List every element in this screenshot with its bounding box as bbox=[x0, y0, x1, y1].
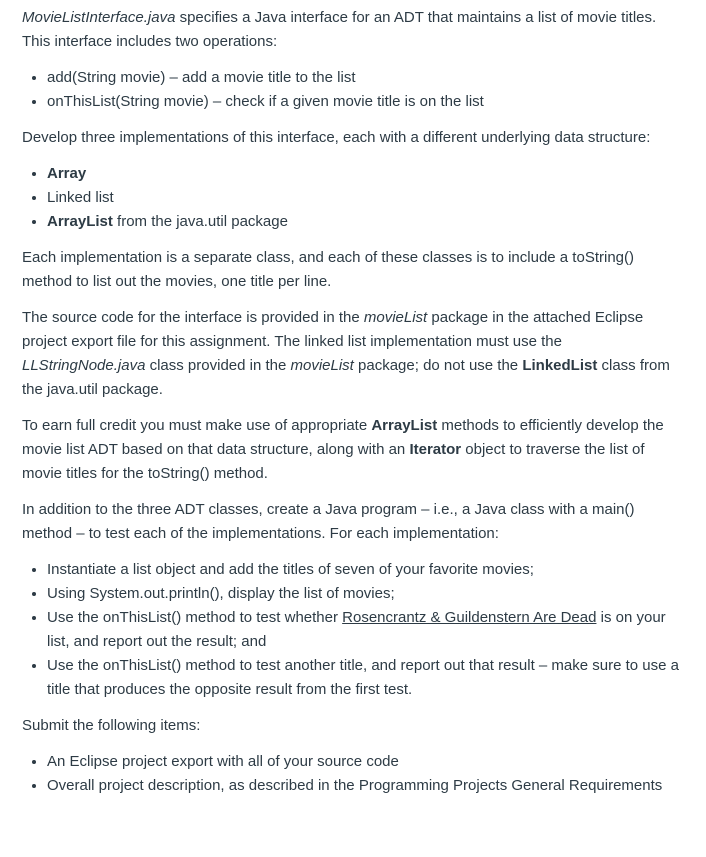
structure-arraylist-rest: from the java.util package bbox=[112, 213, 288, 230]
list-item: • Use the onThisList() method to test another title, and report out that result – make sure to use a title that produces the opposite result from the first test. bbox=[47, 654, 688, 702]
text-run: methods to efficiently develop the movie list ADT based on that data structure, along with an bbox=[22, 417, 664, 458]
arraylist-term: ArrayList bbox=[371, 417, 438, 434]
package-name: movieList bbox=[290, 357, 354, 374]
node-file-name: LLStringNode.java bbox=[22, 357, 146, 374]
list-item: • An Eclipse project export with all of your source code bbox=[47, 750, 688, 774]
text-run: package; do not use the bbox=[353, 357, 523, 374]
movie-title-link[interactable]: Rosencrantz & Guildenstern Are Dead bbox=[342, 609, 597, 626]
list-item: • Linked list bbox=[47, 186, 688, 210]
list-item: • Overall project description, as described in the Programming Projects General Requirements bbox=[47, 774, 688, 798]
text-run: class provided in the bbox=[145, 357, 291, 374]
list-item bbox=[47, 162, 688, 186]
operations-list bbox=[22, 66, 688, 114]
addition-paragraph: In addition to the three ADT classes, create a Java program – i.e., a Java class with a main() method – to test each of the implementations. For each implementation: bbox=[22, 501, 635, 542]
iterator-term: Iterator bbox=[409, 441, 462, 458]
list-item: • Instantiate a list object and add the titles of seven of your favorite movies; bbox=[47, 558, 688, 582]
structure-array: Array bbox=[47, 165, 87, 182]
package-name: movieList bbox=[363, 309, 428, 326]
full-credit-paragraph bbox=[22, 414, 688, 486]
text-run: class from the java.util package. bbox=[22, 357, 670, 398]
text-run: The source code for the interface is provided in the bbox=[22, 309, 364, 326]
list-item: • add(String movie) – add a movie title to the list bbox=[47, 66, 688, 90]
linkedlist-term: LinkedList bbox=[522, 357, 598, 374]
each-implementation-paragraph: Each implementation is a separate class, and each of these classes is to include a toString() method to list out the movies, one title per line. bbox=[22, 249, 634, 290]
interface-file-name: MovieListInterface.java bbox=[22, 9, 176, 26]
structures-list bbox=[22, 162, 688, 234]
text-run: is on your list, and report out the result; and bbox=[47, 609, 666, 650]
text-run: Use the onThisList() method to test whether bbox=[47, 609, 343, 626]
text-run: package in the attached Eclipse project export file for this assignment. The linked list implementation must use the bbox=[22, 309, 644, 350]
intro-paragraph bbox=[22, 6, 688, 54]
text-run: object to traverse the list of movie titles for the toString() method. bbox=[22, 441, 645, 482]
list-item bbox=[47, 606, 688, 654]
structure-arraylist: ArrayList bbox=[47, 213, 113, 230]
intro-text: specifies a Java interface for an ADT that maintains a list of movie titles. This interface includes two operations: bbox=[22, 9, 657, 50]
list-item: • Using System.out.println(), display the list of movies; bbox=[47, 582, 688, 606]
list-item: • onThisList(String movie) – check if a given movie title is on the list bbox=[47, 90, 688, 114]
submit-list bbox=[22, 750, 688, 798]
source-code-paragraph bbox=[22, 306, 688, 402]
list-item bbox=[47, 210, 688, 234]
tests-list bbox=[22, 558, 688, 702]
submit-paragraph: Submit the following items: bbox=[22, 717, 201, 734]
develop-paragraph: Develop three implementations of this interface, each with a different underlying data structure: bbox=[22, 129, 651, 146]
text-run: To earn full credit you must make use of appropriate bbox=[22, 417, 372, 434]
